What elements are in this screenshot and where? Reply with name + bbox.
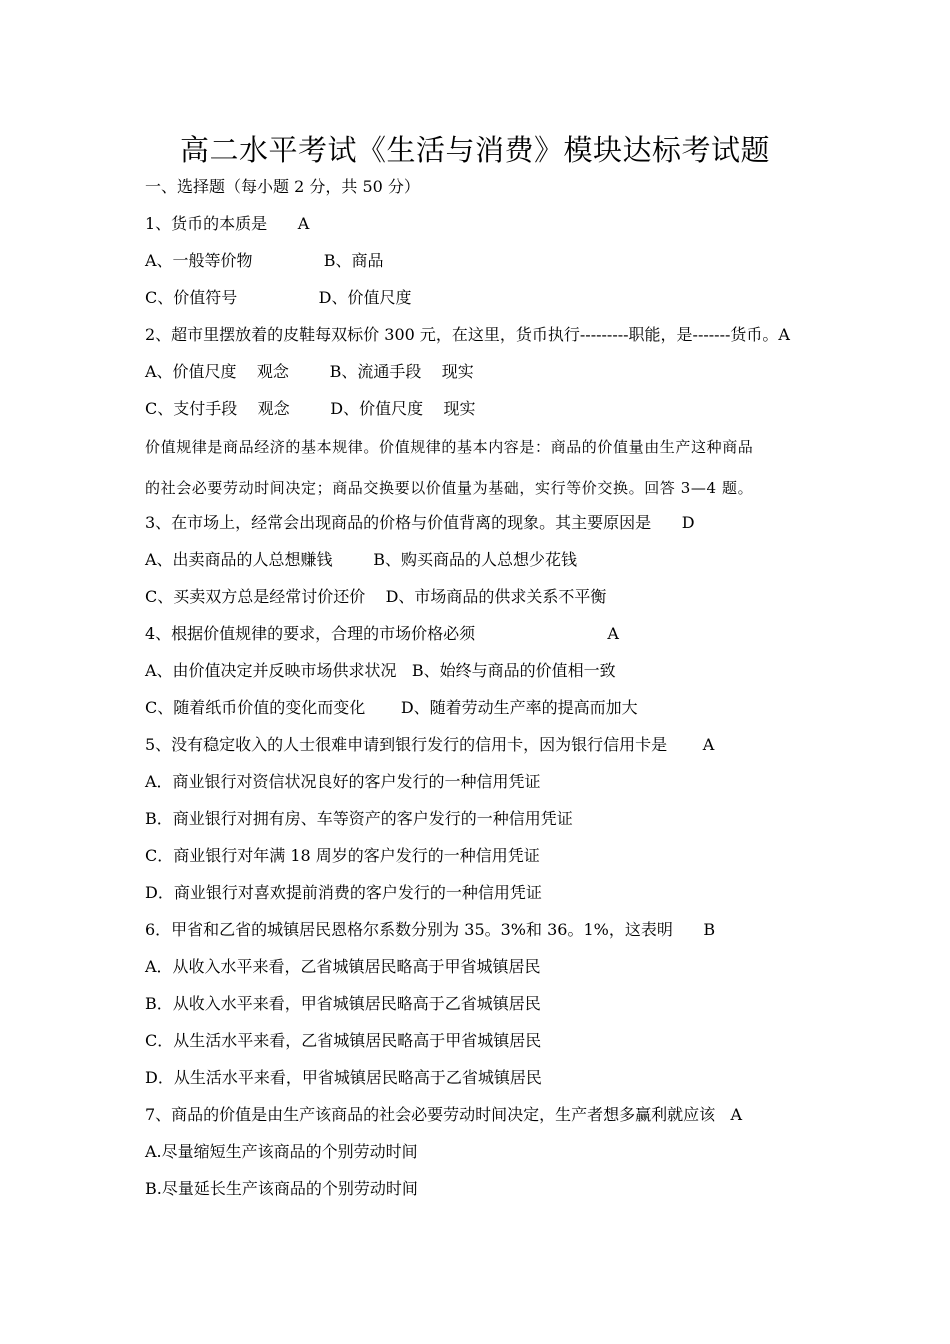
option-line: B．商业银行对拥有房、车等资产的客户发行的一种信用凭证 <box>145 809 573 828</box>
page-title: 高二水平考试《生活与消费》模块达标考试题 <box>179 133 770 167</box>
option-line: A．从收入水平来看，乙省城镇居民略高于甲省城镇居民 <box>145 957 541 976</box>
passage-line: 价值规律是商品经济的基本规律。价值规律的基本内容是：商品的价值量由生产这种商品 <box>145 438 754 456</box>
option-line: D．从生活水平来看，甲省城镇居民略高于乙省城镇居民 <box>145 1068 542 1087</box>
question-7: 7、商品的价值是由生产该商品的社会必要劳动时间决定，生产者想多赢利就应该 A <box>145 1105 742 1124</box>
option-line: B．从收入水平来看，甲省城镇居民略高于乙省城镇居民 <box>145 994 541 1013</box>
option-line: B.尽量延长生产该商品的个别劳动时间 <box>145 1179 418 1198</box>
question-6: 6．甲省和乙省的城镇居民恩格尔系数分别为 35。3%和 36。1%，这表明 B <box>145 920 716 939</box>
option-line: D．商业银行对喜欢提前消费的客户发行的一种信用凭证 <box>145 883 542 902</box>
option-line: C、买卖双方总是经常讨价还价 D、市场商品的供求关系不平衡 <box>145 587 607 606</box>
question-3: 3、在市场上，经常会出现商品的价格与价值背离的现象。其主要原因是 D <box>145 513 695 532</box>
option-line: A、一般等价物 B、商品 <box>145 251 384 270</box>
question-2: 2、超市里摆放着的皮鞋每双标价 300 元，在这里，货币执行---------职能，是-------货币。A <box>145 325 790 344</box>
option-line: C、随着纸币价值的变化而变化 D、随着劳动生产率的提高而加大 <box>145 698 638 717</box>
passage-line: 的社会必要劳动时间决定；商品交换要以价值量为基础，实行等价交换。回答 3—4 题。 <box>145 479 754 497</box>
option-line: C．商业银行对年满 18 周岁的客户发行的一种信用凭证 <box>145 846 540 865</box>
option-line: C、价值符号 D、价值尺度 <box>145 288 412 307</box>
option-line: A、由价值决定并反映市场供求状况 B、始终与商品的价值相一致 <box>145 661 616 680</box>
option-line: A.尽量缩短生产该商品的个别劳动时间 <box>145 1142 418 1161</box>
option-line: C．从生活水平来看，乙省城镇居民略高于甲省城镇居民 <box>145 1031 542 1050</box>
question-5: 5、没有稳定收入的人士很难申请到银行发行的信用卡，因为银行信用卡是 A <box>145 735 715 754</box>
question-4: 4、根据价值规律的要求，合理的市场价格必须 A <box>145 624 619 643</box>
option-line: A、价值尺度 观念 B、流通手段 现实 <box>145 362 474 381</box>
option-line: A、出卖商品的人总想赚钱 B、购买商品的人总想少花钱 <box>145 550 578 569</box>
section-heading: 一、选择题（每小题 2 分，共 50 分） <box>145 177 420 196</box>
option-line: C、支付手段 观念 D、价值尺度 现实 <box>145 399 476 418</box>
option-line: A．商业银行对资信状况良好的客户发行的一种信用凭证 <box>145 772 541 791</box>
question-1: 1、货币的本质是 A <box>145 214 310 233</box>
